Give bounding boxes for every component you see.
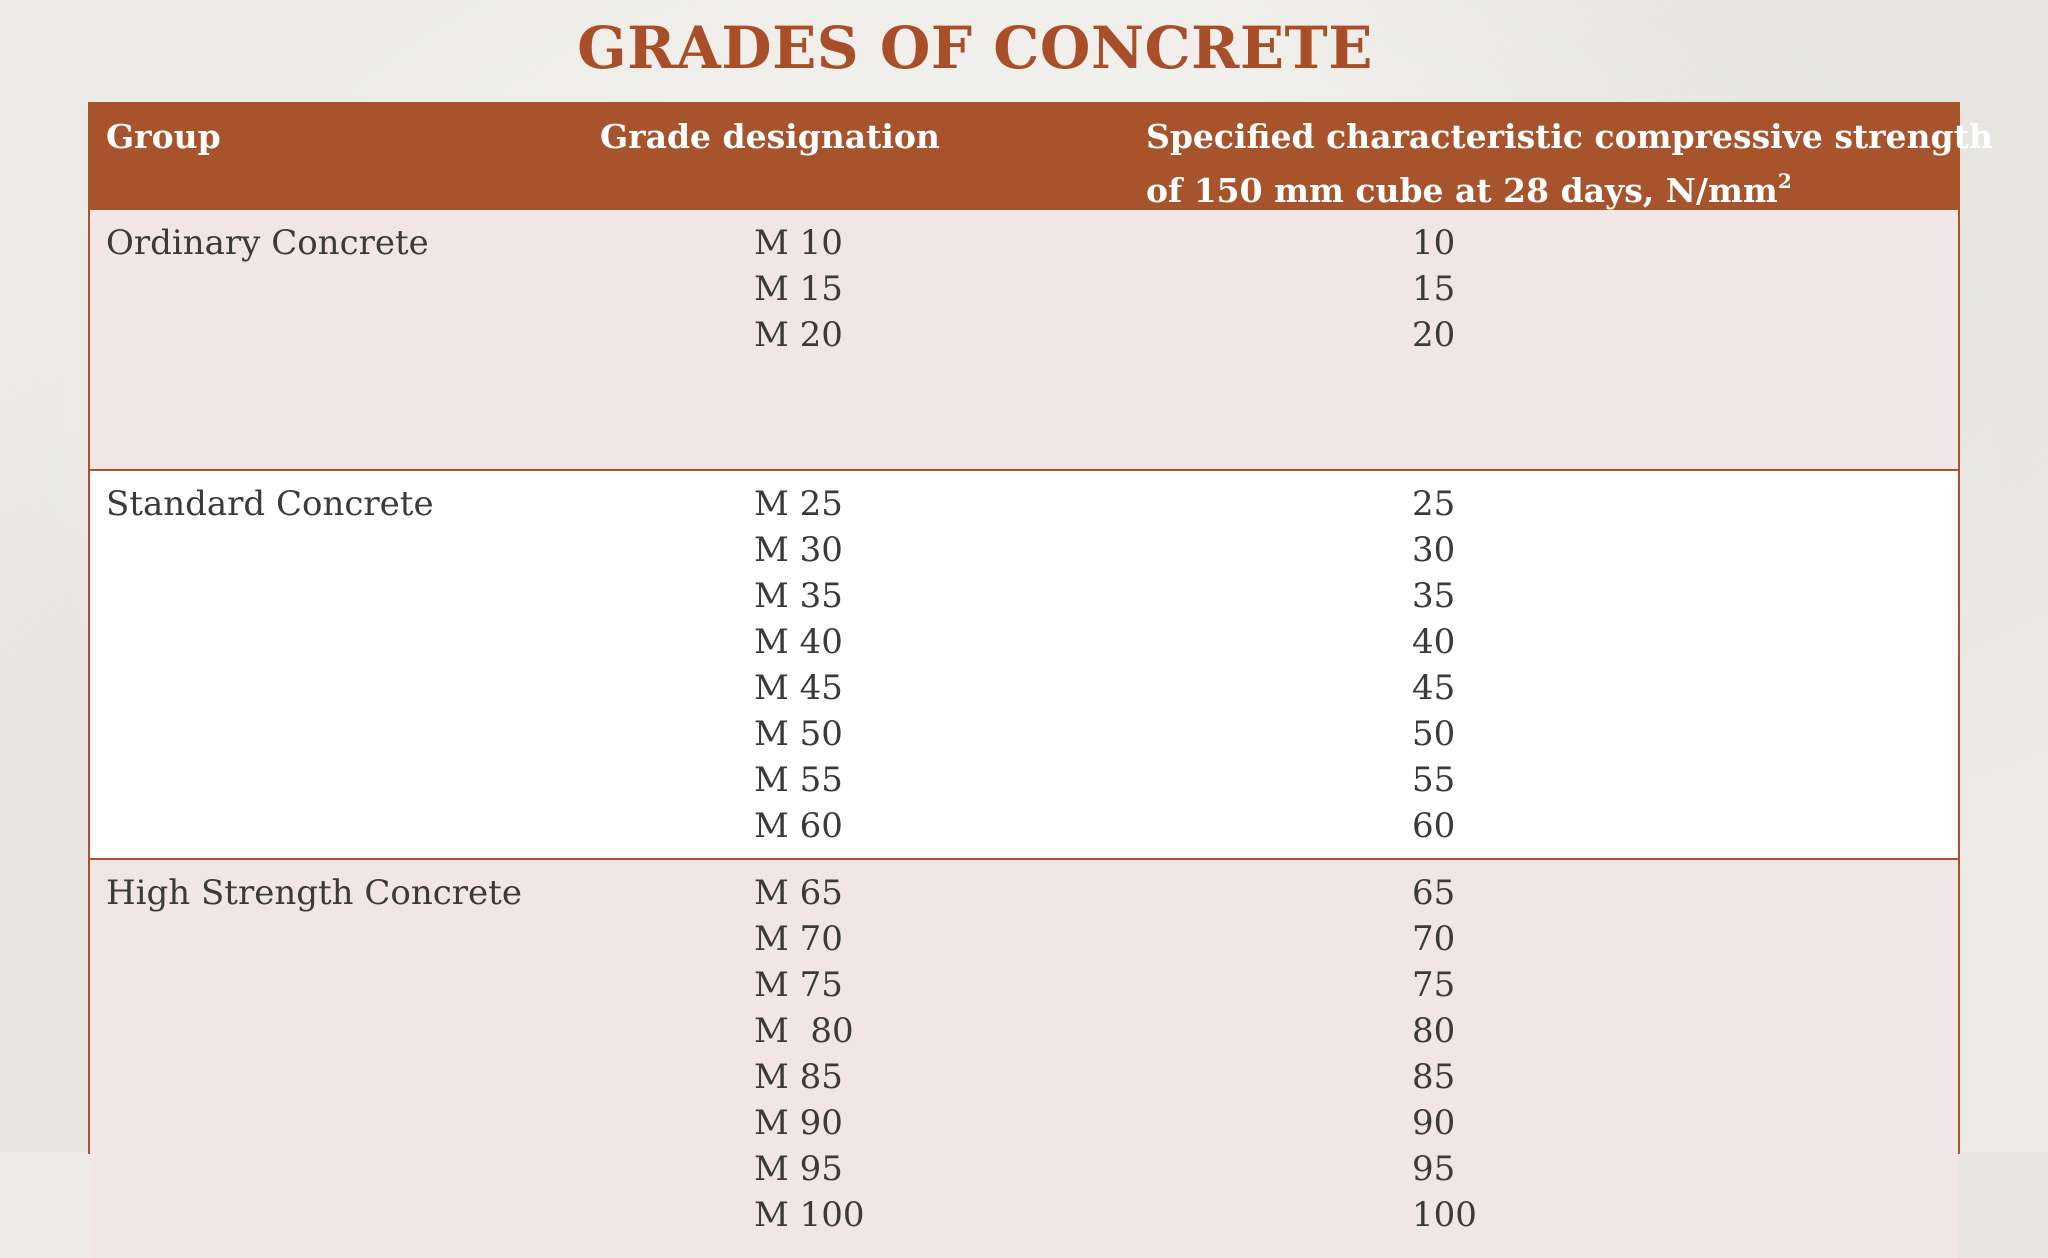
grade-cell: M 35 [754, 576, 843, 616]
grade-cell: M 85 [754, 1057, 843, 1097]
page-title: GRADES OF CONCRETE [577, 14, 1373, 82]
grade-cell: M 95 [754, 1149, 843, 1189]
grade-column [754, 481, 843, 849]
strength-cell: 30 [1412, 530, 1456, 570]
grade-cell: M 25 [754, 484, 843, 524]
header-strength-line2-text: of 150 mm cube at 28 days, N/mm [1146, 171, 1778, 210]
table-header-row [90, 102, 1993, 210]
strength-cell: 25 [1412, 484, 1456, 524]
strength-cell: 75 [1412, 965, 1456, 1005]
strength-column [1412, 481, 1455, 849]
group-high-strength-concrete [90, 858, 1958, 1258]
strength-cell: 80 [1412, 1011, 1456, 1051]
grade-cell: M 10 [754, 223, 843, 263]
header-strength-line1: Specified characteristic compressive strength [1146, 117, 1993, 156]
grade-column [754, 220, 843, 358]
header-compressive-strength [1146, 114, 1993, 213]
group-name: Standard Concrete [106, 484, 434, 524]
strength-cell: 50 [1412, 714, 1456, 754]
grade-column [754, 870, 865, 1238]
strength-cell: 100 [1412, 1195, 1477, 1235]
grade-cell: M 15 [754, 269, 843, 309]
grade-cell: M 80 [754, 1011, 854, 1051]
grade-cell: M 90 [754, 1103, 843, 1143]
strength-column [1412, 870, 1477, 1238]
header-group: Group [106, 117, 221, 156]
grade-cell: M 20 [754, 315, 843, 355]
strength-cell: 35 [1412, 576, 1456, 616]
group-ordinary-concrete [90, 210, 1958, 470]
grade-cell: M 60 [754, 806, 843, 846]
grade-cell: M 75 [754, 965, 843, 1005]
grade-cell: M 55 [754, 760, 843, 800]
group-name: Ordinary Concrete [106, 223, 429, 263]
strength-cell: 15 [1412, 269, 1456, 309]
strength-cell: 70 [1412, 919, 1456, 959]
strength-cell: 60 [1412, 806, 1456, 846]
strength-cell: 95 [1412, 1149, 1456, 1189]
header-strength-line2 [1146, 159, 1993, 213]
strength-cell: 55 [1412, 760, 1456, 800]
strength-cell: 40 [1412, 622, 1456, 662]
group-standard-concrete [90, 469, 1958, 859]
strength-cell: 85 [1412, 1057, 1456, 1097]
strength-cell: 65 [1412, 873, 1456, 913]
grade-cell: M 40 [754, 622, 843, 662]
grade-cell: M 50 [754, 714, 843, 754]
grade-cell: M 45 [754, 668, 843, 708]
header-strength-superscript: 2 [1777, 169, 1792, 193]
strength-cell: 20 [1412, 315, 1456, 355]
concrete-grades-table [88, 102, 1993, 1235]
strength-cell: 90 [1412, 1103, 1456, 1143]
strength-cell: 45 [1412, 668, 1456, 708]
grade-cell: M 70 [754, 919, 843, 959]
strength-cell: 10 [1412, 223, 1456, 263]
grade-cell: M 30 [754, 530, 843, 570]
strength-column [1412, 220, 1455, 358]
grade-cell: M 65 [754, 873, 843, 913]
grade-cell: M 100 [754, 1195, 865, 1235]
group-name: High Strength Concrete [106, 873, 522, 913]
header-grade-designation: Grade designation [600, 117, 940, 156]
